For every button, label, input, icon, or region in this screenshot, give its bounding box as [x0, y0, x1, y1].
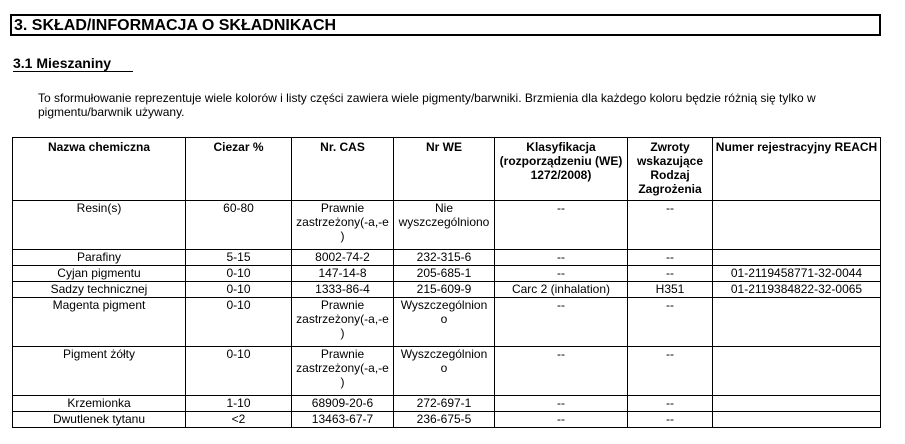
cell-reach	[713, 347, 881, 396]
cell-hazard-phrases: --	[628, 266, 713, 282]
composition-table	[12, 137, 881, 428]
cell-weight: 1-10	[186, 396, 292, 412]
table-row	[13, 282, 881, 298]
subsection-title: 3.1 Mieszaniny	[13, 55, 112, 71]
cell-weight: 60-80	[186, 201, 292, 250]
cell-classification: --	[495, 298, 628, 347]
cell-cas: 8002-74-2	[292, 250, 394, 266]
header-name: Nazwa chemiczna	[13, 138, 186, 201]
cell-name: Parafiny	[13, 250, 186, 266]
cell-weight: 0-10	[186, 298, 292, 347]
table-row	[13, 298, 881, 347]
cell-weight: 0-10	[186, 282, 292, 298]
table-header-row	[13, 138, 881, 201]
cell-hazard-phrases: --	[628, 396, 713, 412]
table-row	[13, 201, 881, 250]
header-we: Nr WE	[394, 138, 495, 201]
cell-cas: 1333-86-4	[292, 282, 394, 298]
header-classification: Klasyfikacja (rozporządzeniu (WE) 1272/2008)	[495, 138, 628, 201]
cell-we: Wyszczególnion o	[394, 298, 495, 347]
cell-we: 205-685-1	[394, 266, 495, 282]
cell-reach	[713, 201, 881, 250]
cell-we: 232-315-6	[394, 250, 495, 266]
cell-name: Dwutlenek tytanu	[13, 412, 186, 428]
cell-reach	[713, 250, 881, 266]
cell-cas: 13463-67-7	[292, 412, 394, 428]
table-row	[13, 250, 881, 266]
header-reach: Numer rejestracyjny REACH	[713, 138, 881, 201]
cell-reach	[713, 412, 881, 428]
cell-reach	[713, 298, 881, 347]
cell-reach: 01-2119458771-32-0044	[713, 266, 881, 282]
cell-classification: --	[495, 396, 628, 412]
cell-hazard-phrases: H351	[628, 282, 713, 298]
cell-name: Cyjan pigmentu	[13, 266, 186, 282]
cell-classification: --	[495, 201, 628, 250]
cell-hazard-phrases: --	[628, 298, 713, 347]
subsection-underline	[13, 71, 133, 72]
section-header-box	[10, 14, 881, 36]
cell-cas: 68909-20-6	[292, 396, 394, 412]
cell-hazard-phrases: --	[628, 347, 713, 396]
cell-classification: Carc 2 (inhalation)	[495, 282, 628, 298]
cell-cas: Prawnie zastrzeżony(-a,-e )	[292, 347, 394, 396]
cell-cas: Prawnie zastrzeżony(-a,-e )	[292, 298, 394, 347]
cell-hazard-phrases: --	[628, 201, 713, 250]
cell-we: 215-609-9	[394, 282, 495, 298]
cell-cas: Prawnie zastrzeżony(-a,-e )	[292, 201, 394, 250]
cell-name: Magenta pigment	[13, 298, 186, 347]
cell-weight: <2	[186, 412, 292, 428]
cell-weight: 5-15	[186, 250, 292, 266]
table-row	[13, 266, 881, 282]
cell-we: Nie wyszczególniono	[394, 201, 495, 250]
cell-classification: --	[495, 250, 628, 266]
cell-name: Resin(s)	[13, 201, 186, 250]
header-cas: Nr. CAS	[292, 138, 394, 201]
cell-name: Sadzy technicznej	[13, 282, 186, 298]
cell-classification: --	[495, 266, 628, 282]
table-row	[13, 347, 881, 396]
header-weight: Ciezar %	[186, 138, 292, 201]
cell-we: Wyszczególnion o	[394, 347, 495, 396]
intro-paragraph: To sformułowanie reprezentuje wiele kolorów i listy części zawiera wiele pigmenty/barwniki. Brzmienia dla każdego koloru będzie różnią się tylko w pigmentu/barwnik używany.	[38, 91, 816, 119]
table-row	[13, 396, 881, 412]
cell-weight: 0-10	[186, 266, 292, 282]
cell-hazard-phrases: --	[628, 412, 713, 428]
header-hazard-phrases: Zwroty wskazujące Rodzaj Zagrożenia	[628, 138, 713, 201]
cell-name: Krzemionka	[13, 396, 186, 412]
cell-classification: --	[495, 412, 628, 428]
cell-reach: 01-2119384822-32-0065	[713, 282, 881, 298]
cell-classification: --	[495, 347, 628, 396]
cell-name: Pigment żółty	[13, 347, 186, 396]
cell-hazard-phrases: --	[628, 250, 713, 266]
cell-reach	[713, 396, 881, 412]
section-title: 3. SKŁAD/INFORMACJA O SKŁADNIKACH	[14, 17, 337, 34]
cell-we: 236-675-5	[394, 412, 495, 428]
cell-cas: 147-14-8	[292, 266, 394, 282]
cell-we: 272-697-1	[394, 396, 495, 412]
table-row	[13, 412, 881, 428]
cell-weight: 0-10	[186, 347, 292, 396]
